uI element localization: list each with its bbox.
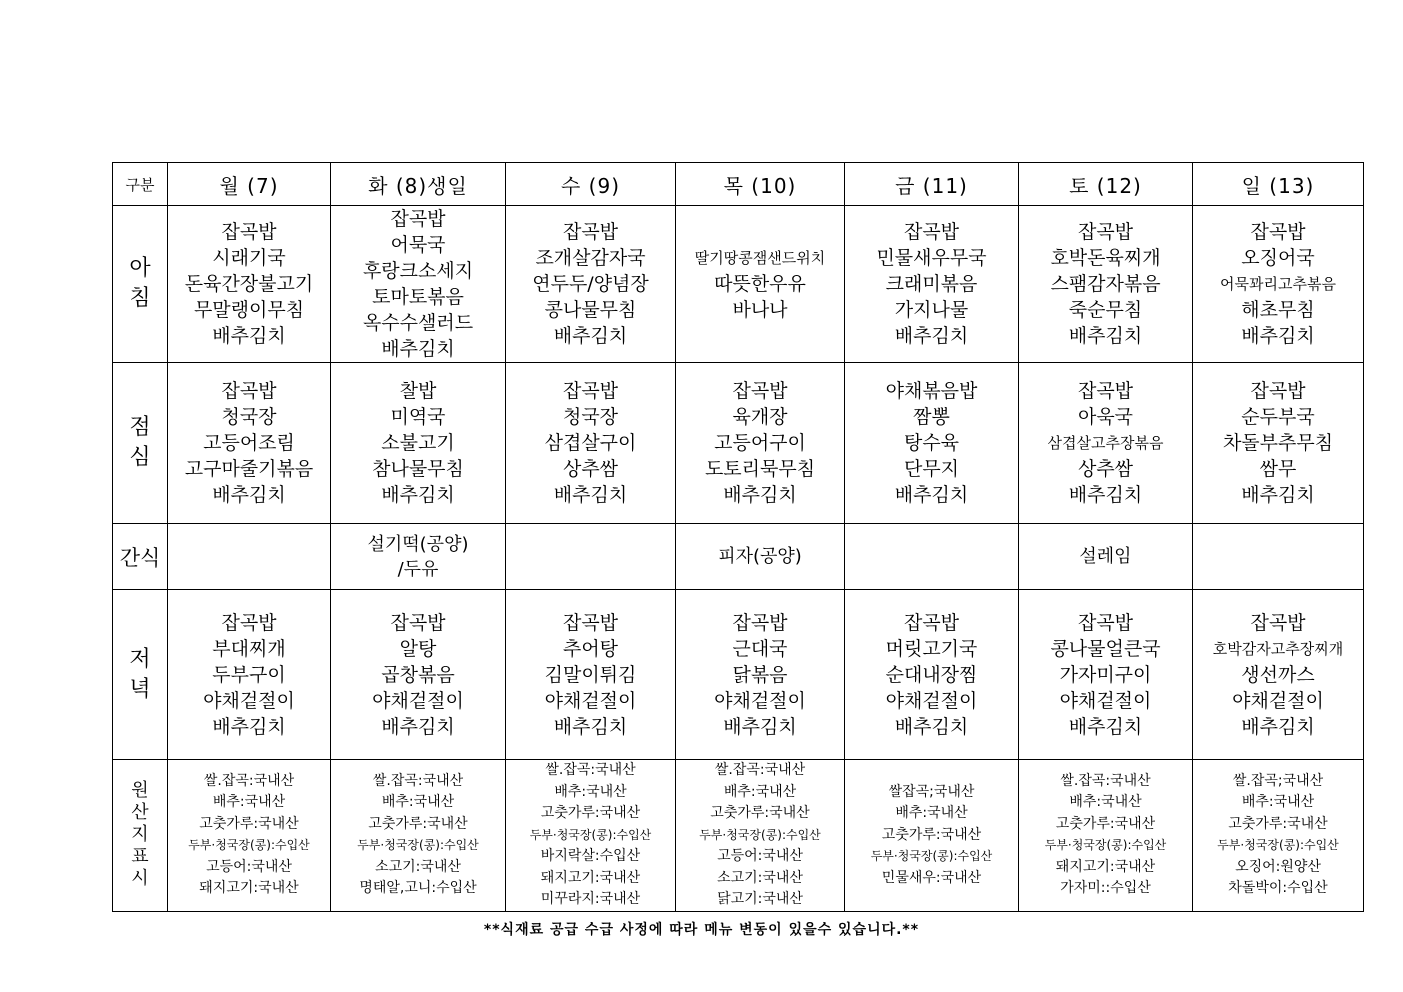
origin-item: 두부·청국장(콩):수입산	[1044, 838, 1167, 853]
origin-item: 차돌박이:수입산	[1228, 880, 1328, 897]
header-row	[113, 163, 1364, 206]
breakfast-label-char: 침	[129, 286, 151, 311]
dinner-day-cell	[1019, 590, 1193, 760]
origin-label-char: 시	[131, 868, 149, 890]
origin-item: 배추:국내산	[212, 794, 286, 811]
menu-item: 가지나물	[894, 299, 969, 321]
menu-item: /두유	[397, 558, 439, 580]
origin-item: 쌀.잡곡:국내산	[372, 772, 464, 789]
breakfast-day-cell	[845, 206, 1019, 363]
snack-label: 간식	[113, 524, 168, 590]
menu-item: 연두두/양념장	[532, 273, 649, 295]
origin-item: 쌀.잡곡:국내산	[1060, 772, 1151, 789]
origin-item: 고춧가루:국내산	[540, 805, 641, 821]
menu-item: 배추김치	[381, 484, 455, 506]
menu-item: 가자미구이	[1059, 663, 1152, 686]
menu-item: 어묵꽈리고추볶음	[1220, 275, 1336, 293]
origin-label-char: 원	[131, 780, 149, 802]
menu-item: 콩나물무침	[544, 299, 637, 321]
menu-item: 야채겉절이	[1232, 689, 1324, 712]
menu-item: 야채겉절이	[1059, 689, 1152, 712]
menu-item: 잡곡밥	[562, 221, 619, 243]
category-header: 구분	[113, 163, 168, 206]
origin-item: 쌀잡곡;국내산	[888, 783, 975, 800]
menu-item: 옥수수샐러드	[362, 312, 474, 334]
menu-item: 잡곡밥	[732, 611, 788, 634]
origin-label-char: 지	[131, 824, 149, 846]
menu-item: 잡곡밥	[1250, 221, 1306, 243]
menu-item: 소불고기	[381, 432, 455, 454]
menu-item: 아욱국	[1077, 406, 1134, 428]
menu-item: 배추김치	[894, 715, 969, 738]
origin-item: 고춧가루:국내산	[881, 826, 982, 843]
breakfast-day-cell	[676, 206, 845, 363]
origin-item: 미꾸라지:국내산	[540, 891, 641, 907]
origin-item: 배추:국내산	[1069, 794, 1142, 811]
lunch-label	[113, 363, 168, 524]
menu-item: 두부구이	[212, 663, 286, 686]
menu-item: 무말랭이무침	[193, 299, 305, 321]
menu-item: 부대찌개	[212, 637, 286, 660]
origin-item: 닭고기:국내산	[717, 891, 803, 907]
menu-item: 배추김치	[1068, 484, 1143, 506]
menu-item: 스팸감자볶음	[1050, 273, 1161, 295]
menu-item: 배추김치	[1068, 325, 1143, 347]
menu-item: 배추김치	[212, 325, 286, 347]
menu-item: 어묵국	[390, 234, 446, 256]
breakfast-day-cell	[1193, 206, 1364, 363]
menu-item: 김말이튀김	[544, 663, 637, 686]
menu-item: 배추김치	[1241, 484, 1315, 506]
origin-item: 민물새우:국내산	[881, 869, 982, 886]
menu-item: 배추김치	[1068, 715, 1143, 738]
origin-item: 쌀.잡곡:국내산	[545, 762, 636, 778]
menu-item: 추어탕	[562, 637, 619, 660]
origin-item: 배추:국내산	[1241, 794, 1315, 811]
menu-item: 토마토볶음	[372, 286, 464, 308]
origin-item: 두부·청국장(콩):수입산	[870, 849, 993, 863]
menu-item: 순대내장찜	[885, 663, 978, 686]
menu-item: 잡곡밥	[1250, 611, 1306, 634]
menu-item: 머릿고기국	[885, 637, 978, 660]
origin-item: 두부·청국장(콩):수입산	[357, 838, 479, 853]
menu-item: 따뜻한우유	[714, 273, 806, 295]
day-header: 토 (12)	[1019, 163, 1193, 206]
menu-item: 고등어조림	[203, 432, 295, 454]
origin-day-cell	[1193, 760, 1364, 912]
lunch-day-cell	[506, 363, 676, 524]
day-header: 화 (8)생일	[331, 163, 506, 206]
origin-item: 고춧가루:국내산	[199, 815, 299, 832]
menu-item: 잡곡밥	[1250, 380, 1306, 402]
breakfast-day-cell	[168, 206, 331, 363]
origin-item: 고춧가루:국내산	[710, 805, 810, 821]
menu-item: 야채겉절이	[544, 689, 637, 712]
menu-item: 배추김치	[894, 325, 969, 347]
menu-item: 시래기국	[212, 247, 286, 269]
menu-item: 설기떡(공양)	[367, 533, 469, 555]
origin-item: 고춧가루:국내산	[1055, 815, 1156, 832]
menu-item: 설레임	[1079, 546, 1132, 567]
snack-day-cell	[845, 524, 1019, 590]
menu-item: 고등어구이	[714, 432, 806, 454]
menu-item: 곱창볶음	[381, 663, 455, 686]
origin-item: 두부·청국장(콩):수입산	[699, 827, 821, 842]
menu-item: 크래미볶음	[885, 273, 978, 295]
origin-item: 소고기:국내산	[375, 858, 461, 875]
menu-item: 호박감자고추장찌개	[1212, 639, 1344, 658]
dinner-day-cell	[845, 590, 1019, 760]
menu-item: 차돌부추무침	[1222, 432, 1334, 454]
lunch-day-cell	[845, 363, 1019, 524]
origin-item: 가자미::수입산	[1060, 880, 1151, 897]
origin-item: 쌀.잡곡;국내산	[1232, 772, 1324, 789]
menu-item: 상추쌈	[562, 458, 619, 480]
menu-item: 야채겉절이	[203, 689, 295, 712]
origin-item: 배추:국내산	[723, 783, 797, 800]
day-header: 일 (13)	[1193, 163, 1364, 206]
menu-item: 잡곡밥	[562, 611, 619, 634]
snack-day-cell	[168, 524, 331, 590]
menu-item: 해초무침	[1241, 299, 1315, 321]
breakfast-day-cell	[506, 206, 676, 363]
snack-day-cell	[506, 524, 676, 590]
lunch-label-char: 점	[129, 415, 151, 440]
day-header: 월 (7)	[168, 163, 331, 206]
menu-change-notice: **식재료 공급 수급 사정에 따라 메뉴 변동이 있을수 있습니다.**	[483, 922, 920, 938]
menu-item: 배추김치	[553, 484, 628, 506]
origin-label-char: 산	[131, 802, 149, 824]
menu-item: 닭볶음	[732, 663, 788, 686]
dinner-label	[113, 590, 168, 760]
menu-item: 순두부국	[1241, 406, 1315, 428]
origin-item: 두부·청국장(콩):수입산	[529, 827, 652, 842]
origin-label-char: 표	[131, 846, 149, 868]
day-header: 수 (9)	[506, 163, 676, 206]
menu-item: 탕수육	[903, 432, 960, 454]
menu-item: 도토리묵무침	[704, 458, 816, 480]
menu-item: 잡곡밥	[390, 208, 446, 230]
snack-day-cell	[1193, 524, 1364, 590]
menu-item: 돈육간장불고기	[184, 273, 314, 295]
menu-item: 야채볶음밥	[885, 380, 978, 402]
origin-label	[113, 760, 168, 912]
dinner-label-char: 저	[129, 646, 151, 672]
origin-item: 배추:국내산	[381, 794, 455, 811]
day-header: 금 (11)	[845, 163, 1019, 206]
menu-item: 삼겹살고추장볶음	[1047, 434, 1164, 452]
lunch-day-cell	[1193, 363, 1364, 524]
origin-day-cell	[676, 760, 845, 912]
menu-item: 참나물무침	[372, 458, 464, 480]
menu-item: 잡곡밥	[221, 221, 277, 243]
origin-item: 돼지고기:국내산	[199, 880, 299, 897]
origin-item: 배추:국내산	[554, 783, 627, 800]
menu-item: 배추김치	[553, 715, 628, 738]
menu-item: 알탕	[399, 637, 437, 660]
snack-row	[113, 524, 1364, 590]
origin-item: 고등어:국내산	[717, 848, 803, 864]
menu-item: 배추김치	[723, 715, 797, 738]
menu-item: 잡곡밥	[390, 611, 446, 634]
origin-day-cell	[506, 760, 676, 912]
menu-item: 잡곡밥	[732, 380, 788, 402]
breakfast-day-cell	[331, 206, 506, 363]
menu-item: 배추김치	[1241, 715, 1315, 738]
origin-item: 두부·청국장(콩):수입산	[188, 838, 310, 853]
weekly-menu-table	[112, 162, 1364, 912]
snack-day-cell	[1019, 524, 1193, 590]
snack-day-cell	[331, 524, 506, 590]
dinner-day-cell	[506, 590, 676, 760]
menu-item: 미역국	[390, 406, 446, 428]
dinner-day-cell	[168, 590, 331, 760]
menu-item: 배추김치	[894, 484, 969, 506]
origin-item: 쌀.잡곡:국내산	[203, 772, 295, 789]
menu-item: 배추김치	[381, 715, 455, 738]
lunch-row	[113, 363, 1364, 524]
menu-item: 후랑크소세지	[362, 260, 474, 282]
menu-item: 근대국	[732, 637, 788, 660]
menu-item: 오징어국	[1241, 247, 1315, 269]
menu-item: 딸기땅콩잼샌드위치	[694, 249, 826, 267]
origin-item: 돼지고기:국내산	[540, 869, 641, 886]
menu-item: 죽순무침	[1068, 299, 1143, 321]
menu-item: 잡곡밥	[562, 380, 619, 402]
menu-item: 민물새우무국	[876, 247, 987, 269]
lunch-label-char: 심	[129, 445, 151, 470]
origin-item: 소고기:국내산	[717, 869, 803, 886]
menu-item: 잡곡밥	[1077, 221, 1134, 243]
dinner-row	[113, 590, 1364, 760]
menu-item: 배추김치	[553, 325, 628, 347]
menu-item: 잡곡밥	[221, 611, 277, 634]
lunch-day-cell	[168, 363, 331, 524]
menu-item: 청국장	[221, 406, 277, 428]
origin-item: 고등어:국내산	[206, 858, 292, 875]
origin-item: 두부·청국장(콩):수입산	[1217, 838, 1339, 853]
menu-item: 호박돈육찌개	[1050, 247, 1161, 269]
menu-item: 잡곡밥	[221, 380, 277, 402]
lunch-day-cell	[1019, 363, 1193, 524]
menu-item: 콩나물얼큰국	[1050, 637, 1161, 660]
menu-item: 배추김치	[1241, 325, 1315, 347]
menu-item: 삼겹살구이	[544, 432, 637, 454]
menu-item: 육개장	[732, 406, 788, 428]
menu-item: 피자(공양)	[718, 546, 802, 567]
origin-day-cell	[168, 760, 331, 912]
origin-item: 오징어:원양산	[1235, 858, 1321, 875]
dinner-day-cell	[331, 590, 506, 760]
menu-item: 조개살감자국	[535, 247, 646, 269]
menu-item: 생선까스	[1241, 663, 1315, 686]
origin-item: 쌀.잡곡:국내산	[714, 762, 806, 778]
menu-item: 잡곡밥	[1077, 611, 1134, 634]
origin-item: 배추:국내산	[895, 805, 968, 821]
origin-item: 고춧가루:국내산	[1228, 815, 1328, 832]
breakfast-row	[113, 206, 1364, 363]
origin-item: 바지락살:수입산	[540, 848, 641, 864]
menu-item: 짬뽕	[913, 406, 950, 428]
breakfast-label	[113, 206, 168, 363]
dinner-day-cell	[1193, 590, 1364, 760]
menu-item: 야채겉절이	[372, 689, 464, 712]
menu-item: 잡곡밥	[903, 611, 960, 634]
breakfast-label-char: 아	[129, 256, 151, 281]
menu-item: 바나나	[732, 299, 788, 321]
menu-item: 잡곡밥	[903, 221, 960, 243]
menu-item: 야채겉절이	[885, 689, 978, 712]
origin-item: 명태알,고니:수입산	[359, 880, 477, 897]
snack-day-cell	[676, 524, 845, 590]
menu-item: 배추김치	[381, 338, 455, 360]
dinner-day-cell	[676, 590, 845, 760]
dinner-label-char: 녁	[129, 676, 151, 702]
menu-item: 배추김치	[212, 484, 286, 506]
origin-item: 돼지고기:국내산	[1055, 858, 1156, 875]
menu-item: 잡곡밥	[1077, 380, 1134, 402]
origin-row	[113, 760, 1364, 912]
lunch-day-cell	[676, 363, 845, 524]
origin-day-cell	[331, 760, 506, 912]
origin-item: 고춧가루:국내산	[368, 815, 468, 832]
origin-day-cell	[845, 760, 1019, 912]
menu-item: 배추김치	[212, 715, 286, 738]
menu-item: 쌈무	[1259, 458, 1297, 480]
menu-item: 야채겉절이	[714, 689, 806, 712]
menu-item: 배추김치	[723, 484, 797, 506]
menu-item: 찰밥	[399, 380, 437, 402]
menu-item: 상추쌈	[1077, 458, 1134, 480]
breakfast-day-cell	[1019, 206, 1193, 363]
day-header: 목 (10)	[676, 163, 845, 206]
menu-item: 고구마줄기볶음	[184, 458, 314, 480]
origin-day-cell	[1019, 760, 1193, 912]
menu-item: 단무지	[903, 458, 960, 480]
menu-item: 청국장	[562, 406, 619, 428]
lunch-day-cell	[331, 363, 506, 524]
